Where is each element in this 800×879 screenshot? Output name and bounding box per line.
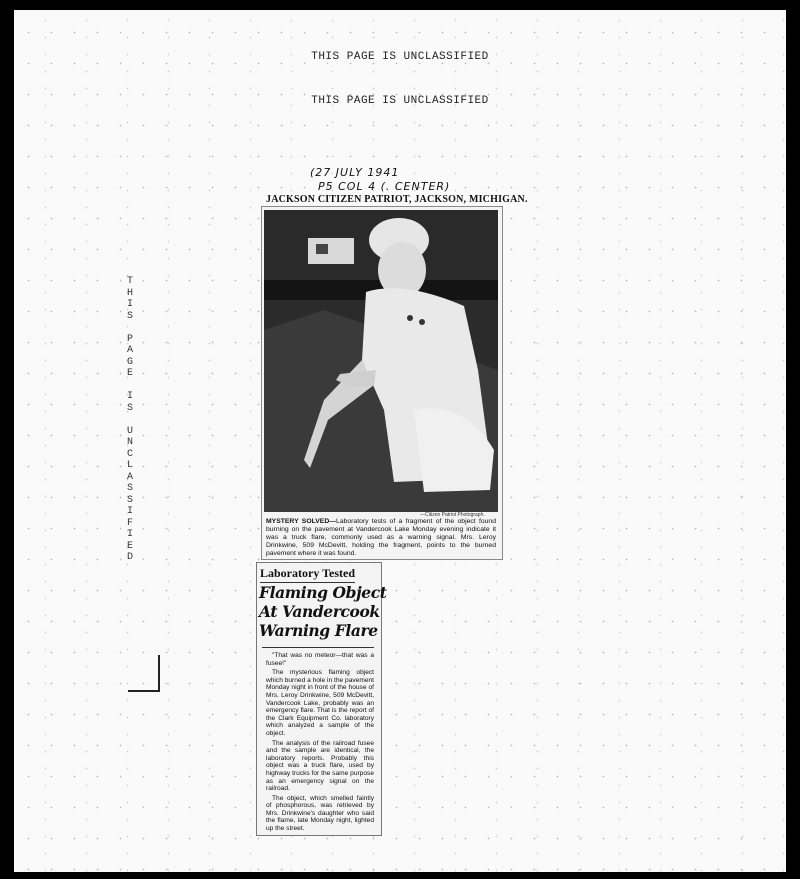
classification-header-2: THIS PAGE IS UNCLASSIFIED [311,95,489,107]
stamp-letter: S [126,483,133,494]
stamp-letter: S [126,310,133,322]
stamp-letter: A [126,345,133,356]
stamp-letter: S [126,494,133,506]
headline-rule [262,647,374,648]
stamp-letter: C [126,448,133,460]
newspaper-masthead: JACKSON CITIZEN PATRIOT, JACKSON, MICHIGAN. [266,194,528,205]
article-kicker: Laboratory Tested [260,566,355,583]
article-paragraph: The analysis of the railroad fusee and the sample are identical, the laboratory reports. Probably this object was a truck flare, used by highway trucks for the same purpose as an emergency signal on the railroad. [266,739,374,793]
headline-line-2: At Vandercook [259,602,380,621]
stamp-letter: I [126,506,133,517]
headline-line-1: Flaming Object [259,583,387,602]
stamp-letter: G [126,356,133,368]
caption-text: Laboratory tests of a fragment of the object found burning on the pavement at Vandercook Lake Monday evening indicate it was a truck flare, commonly used as a warning signal. Mrs. Leroy Drinkwine, 509 McDevitt, holding the fragment, points to the burned pavement where it was found. [266,518,496,557]
stamp-letter: P [126,333,133,345]
stamp-letter: I [126,299,133,310]
photo-credit: —Citizen Patriot Photograph. [420,512,485,518]
stamp-letter: L [126,460,133,471]
stamp-letter: U [126,425,133,437]
article-headline [259,583,387,640]
stamp-letter: N [126,437,133,448]
article-paragraph: The object, which smelled faintly of phosphorous, was retrieved by Mrs. Drinkwine's daughter who said the flame, late Monday night, lighted up the street. [266,794,374,833]
margin-mark [128,690,160,692]
handwritten-date: (27 JULY 1941 [310,166,400,179]
stamp-letter: I [126,529,133,540]
article-body [266,652,374,835]
stamp-letter: H [126,287,133,299]
handwritten-page-column: P5 COL 4 (. CENTER) [318,180,451,193]
classification-header-1: THIS PAGE IS UNCLASSIFIED [311,51,489,63]
stamp-letter: E [126,540,133,552]
article-paragraph: The mysterious flaming object which burned a hole in the pavement Monday night in front of the house of Mrs. Leroy Drinkwine, 509 McDevitt, Vandercook Lake, probably was an emergency flare. That is the report of the Clark Equipment Co. laboratory which analyzed a sample of the object. [266,669,374,737]
vertical-classification-stamp [123,276,137,564]
stamp-letter [123,414,137,426]
stamp-letter: F [126,517,133,529]
caption-lead: MYSTERY SOLVED— [266,518,337,525]
article-paragraph: "That was no meteor—that was a fusee!" [266,652,374,667]
stamp-letter: E [126,368,133,379]
stamp-letter: I [126,391,133,402]
stamp-letter [123,380,137,392]
photo-caption [266,518,496,558]
margin-mark [158,655,160,692]
news-photograph [264,210,498,512]
stamp-letter: A [126,471,133,483]
headline-line-3: Warning Flare [259,621,378,640]
stamp-letter: D [126,552,133,563]
stamp-letter [123,322,137,334]
stamp-letter: T [126,276,133,287]
stamp-letter: S [126,402,133,414]
